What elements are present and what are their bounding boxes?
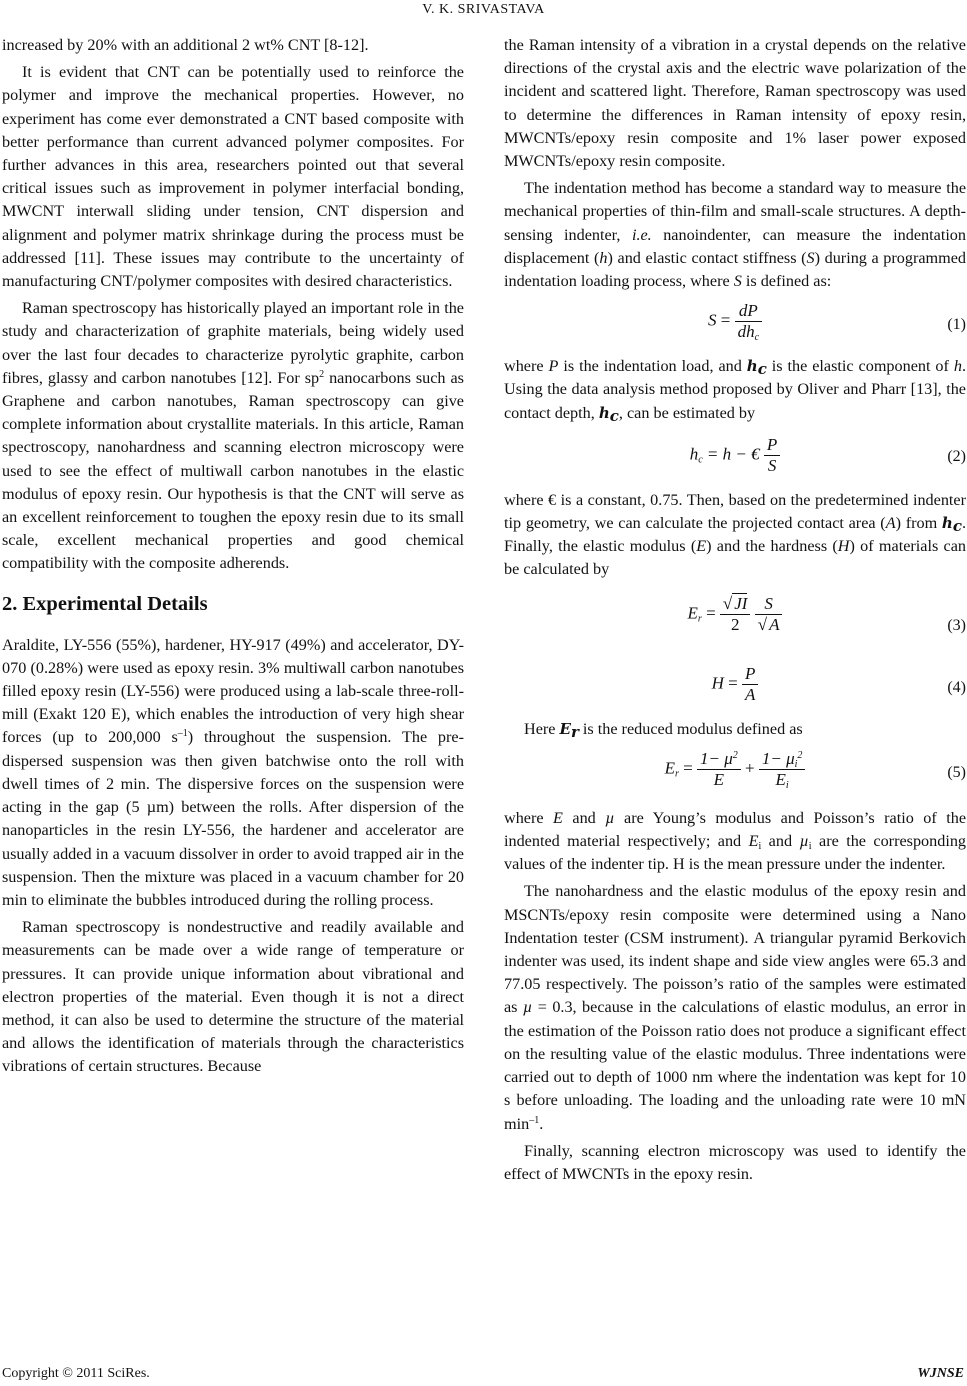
equation-number: (4) bbox=[947, 678, 966, 696]
paragraph: Raman spectroscopy has historically played an important role in the study and characterization of graphite materials, being widely used over the last four decades to characterize pyrolytic graphite, carbon fibres, glassy and carbon nanotubes [12]. For $sp^2$ nanocarbons such as Graphene and carbon nanotubes, Raman spectroscopy can give complete information about crystallite materials. In this article, Raman spectroscopy, nanohardness and scanning electron microscopy were used to see the effect of multiwall carbon nanotubes in the elastic modulus of epoxy resin. Our hypothesis is that the CNT will serve as an excellent reinforcement to toughen the epoxy resin due to its small scale, excellent mechanical properties and good chemical compatibility with the composite adherends. bbox=[2, 299, 464, 573]
equation-3: $E_r$ = $\frac{√ JI}{2}$ $\frac{S}{√ A}$ (3) bbox=[504, 592, 966, 656]
paragraph: Finally, scanning electron microscopy was used to identify the effect of MWCNTs in the epoxy resin. bbox=[504, 1141, 966, 1183]
equation-number: (3) bbox=[947, 616, 966, 634]
equation-number: (5) bbox=[947, 763, 966, 781]
paragraph: Here $E_r$ is the reduced modulus defined as bbox=[524, 719, 803, 741]
equation-2: $h_c = h$ − € $\frac{P}{S}$ (2) bbox=[689, 434, 966, 475]
paragraph: Raman spectroscopy is nondestructive and readily available and measurements can be made over a wide range of temperature or pressures. It can provide unique information about vibrational and electron properties of the material. Even though it is not a direct method, it can also be used to determine the structure of the material and allows the identification of materials through the characteristics vibrations of certain structures. Because bbox=[2, 918, 464, 1076]
equation-1: S = $\frac{dP}{dh_c}$ (1) bbox=[707, 301, 966, 344]
right-column bbox=[504, 34, 966, 1186]
running-head: V. K. SRIVASTAVA bbox=[422, 2, 545, 17]
equation-4: H = $\frac{P}{A}$ (4) bbox=[711, 663, 966, 704]
paragraph: where € is a constant, 0.75. Then, based on the predetermined indenter tip geometry, we can calculate the projected contact area (A) from $h_c$. Finally, the elastic modulus (E) and the hardness (H) of materials can be calculated by bbox=[504, 490, 967, 579]
journal-name: WJNSE bbox=[917, 1366, 964, 1381]
paragraph: Araldite, LY-556 (55%), hardener, HY-917 (49%) and accelerator, DY-070 (0.28%) were used as epoxy resin. 3% multiwall carbon nanotubes filled epoxy resin (LY-556) were produced using a lab-scale three-roll-mill (Exakt 120 E), which enables the introduction of very high shear forces (up to 200,000 $s^{-1}$) throughout the suspension. The pre-dispersed suspension was then given batchwise onto the roll with dwell times of 2 min. The dispersive forces on the suspension were acting in the gap (5 µm) between the rolls. After dispersion of the nanoparticles in the resin LY-556, the hardener and accelerator are usually added in a vacuum dissolver in order to avoid trapped air in the suspension. Then the mixture was placed in a vacuum chamber for 20 min to eliminate the bubbles introduced during the rolling process. bbox=[2, 635, 464, 909]
section-heading: 2. Experimental Details bbox=[2, 592, 208, 615]
paragraph: where E and µ are Young’s modulus and Poisson’s ratio of the indented material respectively; and $E_i$ and µ$_i$ are the corresponding values of the indenter tip. H is the mean pressure under the indenter. bbox=[504, 808, 967, 874]
equation-number: (2) bbox=[947, 447, 966, 465]
equation-number: (1) bbox=[947, 316, 966, 334]
paragraph: The indentation method has become a standard way to measure the mechanical properties of thin-film and small-scale structures. A depth-sensing indenter, i.e. nanoindenter, can measure the indentation displacement (h) and elastic contact stiffness (S) during a programmed indentation loading process, where S is defined as: bbox=[504, 179, 967, 291]
paragraph: where P is the indentation load, and $h_c$ is the elastic component of h. Using the data analysis method proposed by Oliver and Pharr [13], the contact depth, $h_c$, can be estimated by bbox=[504, 357, 966, 425]
copyright-text: Copyright © 2011 SciRes. bbox=[2, 1366, 150, 1381]
equation-5: $E_r$ = $\frac{1- \mu^2}{E}$ + $\frac{1- \mu_i^2}{E_i}$ (5) bbox=[664, 748, 966, 791]
left-column bbox=[2, 34, 464, 1079]
paragraph: The nanohardness and the elastic modulus of the epoxy resin and MSCNTs/epoxy resin composite were determined using a Nano Indentation tester (CSM instrument). A triangular pyramid Berkovich indenter was used, its indent shape and side view angles were 65.3 and 77.05 respectively. The poisson’s ratio of the samples were estimated as µ = 0.3, because in the calculations of elastic modulus, an error in the estimation of the Poisson ratio does not produce a significant effect on the resulting value of the elastic modulus. Three indentations were carried out to depth of 1000 nm where the indentation was kept for 10 s before unloading. The loading and the unloading rate were 10 mN $\min^{-1}$. bbox=[504, 882, 967, 1133]
paragraph: It is evident that CNT can be potentially used to reinforce the polymer and improve the mechanical properties. However, no experiment has come ever demonstrated a CNT based composite with better performance than current advanced polymer composites. For further advances in this area, researchers pointed out that several critical issues such as improvement in polymer interfacial bonding, MWCNT interwall sliding under tension, CNT dispersion and alignment and polymer matrix shrinkage during the process must be addressed [11]. These issues may contribute to the uncertainty of manufacturing CNT/polymer composites with desired characteristics. bbox=[2, 63, 464, 291]
paragraph: the Raman intensity of a vibration in a crystal depends on the relative directions of the crystal axis and the electric wave polarization of the incident and scattered light. Therefore, Raman spectroscopy was used to determine the differences in Raman intensity of epoxy resin, MWCNTs/epoxy resin composite and 1% laser power exposed MWCNTs/epoxy resin composite. bbox=[504, 36, 966, 171]
paragraph: increased by 20% with an additional 2 wt% CNT [8-12]. bbox=[2, 36, 369, 54]
